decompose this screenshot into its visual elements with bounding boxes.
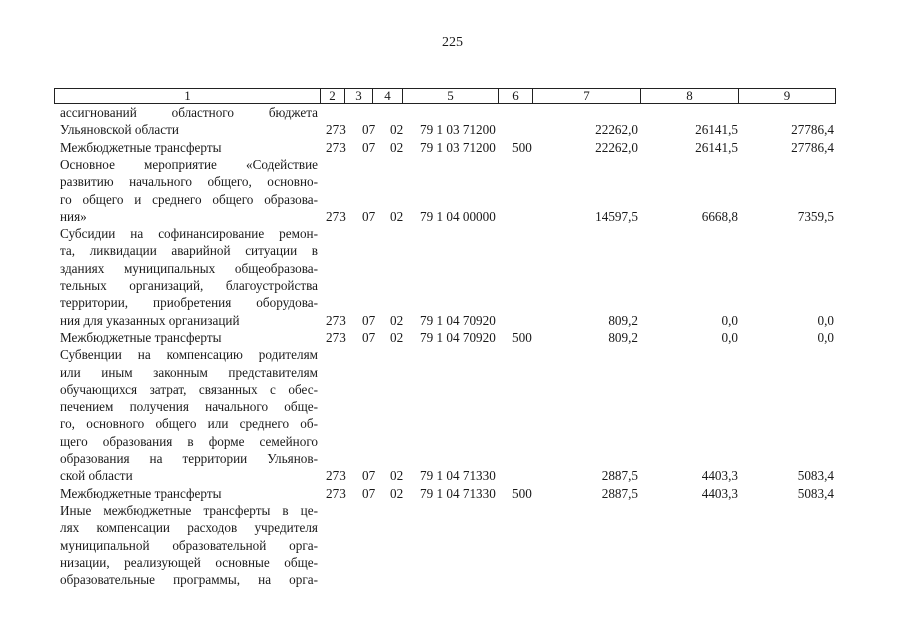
table-row bbox=[0, 364, 905, 381]
row-description: го, основного общего или среднего об- bbox=[60, 416, 318, 432]
table-row bbox=[0, 208, 905, 225]
table-row bbox=[0, 121, 905, 138]
row-amount-col8: 26141,5 bbox=[695, 139, 738, 155]
row-description: низации, реализующей основные обще- bbox=[60, 554, 318, 570]
table-row bbox=[0, 415, 905, 432]
row-description: территории, приобретения оборудова- bbox=[60, 295, 318, 311]
table-row bbox=[0, 225, 905, 242]
row-section-code: 07 bbox=[362, 139, 376, 155]
header-col-6: 6 bbox=[499, 89, 533, 103]
row-ministry-code: 273 bbox=[326, 122, 346, 138]
row-description: го общего и среднего общего образова- bbox=[60, 191, 318, 207]
row-section-code: 07 bbox=[362, 485, 376, 501]
row-description: образования на территории Ульянов- bbox=[60, 451, 318, 466]
row-target-article: 79 1 04 00000 bbox=[420, 208, 496, 224]
row-amount-col8: 0,0 bbox=[721, 329, 738, 345]
row-description: тельных организаций, благоустройства bbox=[60, 278, 318, 293]
row-amount-col9: 5083,4 bbox=[797, 468, 834, 484]
row-description: ния» bbox=[60, 208, 87, 224]
table-row bbox=[0, 571, 905, 588]
header-col-3: 3 bbox=[345, 89, 373, 103]
row-amount-col8: 4403,3 bbox=[701, 485, 738, 501]
table-row bbox=[0, 537, 905, 554]
table-row bbox=[0, 485, 905, 502]
row-section-code: 07 bbox=[362, 329, 376, 345]
table-row bbox=[0, 346, 905, 363]
header-col-9: 9 bbox=[783, 88, 791, 103]
table-row bbox=[0, 398, 905, 415]
row-amount-col9: 27786,4 bbox=[791, 139, 834, 155]
row-amount-col8: 4403,3 bbox=[701, 468, 738, 484]
table-row bbox=[0, 450, 905, 467]
row-description: ской области bbox=[60, 468, 133, 484]
row-description: щего образования в форме семейного bbox=[60, 433, 318, 449]
row-description: Межбюджетные трансферты bbox=[60, 329, 222, 345]
header-col-7: 7 bbox=[533, 89, 641, 103]
row-expense-type: 500 bbox=[512, 139, 532, 155]
row-amount-col7: 2887,5 bbox=[601, 468, 638, 484]
row-ministry-code: 273 bbox=[326, 485, 346, 501]
row-description: печением получения начального обще- bbox=[60, 399, 318, 415]
row-amount-col7: 22262,0 bbox=[595, 139, 638, 155]
row-subsection-code: 02 bbox=[390, 139, 404, 155]
row-description: Межбюджетные трансферты bbox=[60, 485, 222, 501]
row-description: обучающихся затрат, связанных с обес- bbox=[60, 381, 318, 397]
table-row bbox=[0, 554, 905, 571]
table-row bbox=[0, 139, 905, 156]
row-description: Ульяновской области bbox=[60, 122, 179, 138]
row-section-code: 07 bbox=[362, 312, 376, 328]
row-section-code: 07 bbox=[362, 208, 376, 224]
row-description: зданиях муниципальных общеобразова- bbox=[60, 260, 318, 276]
header-col-4: 4 bbox=[373, 89, 403, 103]
row-description: Субсидии на софинансирование ремон- bbox=[60, 226, 318, 242]
row-subsection-code: 02 bbox=[390, 122, 404, 138]
row-amount-col8: 0,0 bbox=[721, 312, 738, 328]
table-row bbox=[0, 277, 905, 294]
row-target-article: 79 1 04 71330 bbox=[420, 485, 496, 501]
row-target-article: 79 1 04 70920 bbox=[420, 312, 496, 328]
row-description: лях компенсации расходов учредителя bbox=[60, 520, 318, 536]
row-ministry-code: 273 bbox=[326, 312, 346, 328]
row-subsection-code: 02 bbox=[390, 329, 404, 345]
row-ministry-code: 273 bbox=[326, 208, 346, 224]
table-row bbox=[0, 156, 905, 173]
table-row bbox=[0, 519, 905, 536]
row-description: развитию начального общего, основно- bbox=[60, 174, 318, 190]
row-expense-type: 500 bbox=[512, 485, 532, 501]
row-ministry-code: 273 bbox=[326, 329, 346, 345]
row-amount-col8: 6668,8 bbox=[701, 208, 738, 224]
header-col-1: 1 bbox=[55, 89, 321, 103]
row-amount-col7: 14597,5 bbox=[595, 208, 638, 224]
table-row bbox=[0, 294, 905, 311]
row-description: Межбюджетные трансферты bbox=[60, 139, 222, 155]
header-col-2: 2 bbox=[321, 89, 345, 103]
row-ministry-code: 273 bbox=[326, 139, 346, 155]
table-row bbox=[0, 312, 905, 329]
row-expense-type: 500 bbox=[512, 329, 532, 345]
row-amount-col7: 809,2 bbox=[608, 312, 638, 328]
table-row bbox=[0, 242, 905, 259]
header-col-5: 5 bbox=[403, 89, 499, 103]
table-row bbox=[0, 381, 905, 398]
row-amount-col9: 27786,4 bbox=[791, 122, 834, 138]
row-description: ния для указанных организаций bbox=[60, 312, 240, 328]
row-ministry-code: 273 bbox=[326, 468, 346, 484]
row-description: или иным законным представителям bbox=[60, 364, 318, 380]
row-description: та, ликвидации аварийной ситуации в bbox=[60, 243, 318, 259]
row-subsection-code: 02 bbox=[390, 312, 404, 328]
row-target-article: 79 1 03 71200 bbox=[420, 139, 496, 155]
row-description: образовательные программы, на орга- bbox=[60, 572, 318, 588]
row-subsection-code: 02 bbox=[390, 485, 404, 501]
row-target-article: 79 1 04 70920 bbox=[420, 329, 496, 345]
table-row bbox=[0, 104, 905, 121]
table-row bbox=[0, 191, 905, 208]
row-description: ассигнований областного бюджета bbox=[60, 105, 318, 120]
header-col-8: 8 bbox=[641, 89, 739, 103]
row-amount-col9: 5083,4 bbox=[797, 485, 834, 501]
row-section-code: 07 bbox=[362, 122, 376, 138]
table-row bbox=[0, 260, 905, 277]
table-row bbox=[0, 173, 905, 190]
row-description: Иные межбюджетные трансферты в це- bbox=[60, 502, 318, 518]
row-description: Субвенции на компенсацию родителям bbox=[60, 347, 318, 363]
row-amount-col9: 7359,5 bbox=[797, 208, 834, 224]
row-amount-col7: 809,2 bbox=[608, 329, 638, 345]
table-row bbox=[0, 502, 905, 519]
row-description: Основное мероприятие «Содействие bbox=[60, 156, 318, 172]
row-amount-col7: 22262,0 bbox=[595, 122, 638, 138]
row-description: муниципальной образовательной орга- bbox=[60, 537, 318, 553]
table-row bbox=[0, 433, 905, 450]
row-amount-col8: 26141,5 bbox=[695, 122, 738, 138]
row-target-article: 79 1 03 71200 bbox=[420, 122, 496, 138]
table-row bbox=[0, 329, 905, 346]
row-target-article: 79 1 04 71330 bbox=[420, 468, 496, 484]
page-number: 225 bbox=[442, 35, 463, 50]
table-row bbox=[0, 467, 905, 484]
row-subsection-code: 02 bbox=[390, 468, 404, 484]
table-header bbox=[54, 88, 836, 104]
row-amount-col9: 0,0 bbox=[817, 329, 834, 345]
row-amount-col9: 0,0 bbox=[817, 312, 834, 328]
row-subsection-code: 02 bbox=[390, 208, 404, 224]
row-amount-col7: 2887,5 bbox=[601, 485, 638, 501]
row-section-code: 07 bbox=[362, 468, 376, 484]
